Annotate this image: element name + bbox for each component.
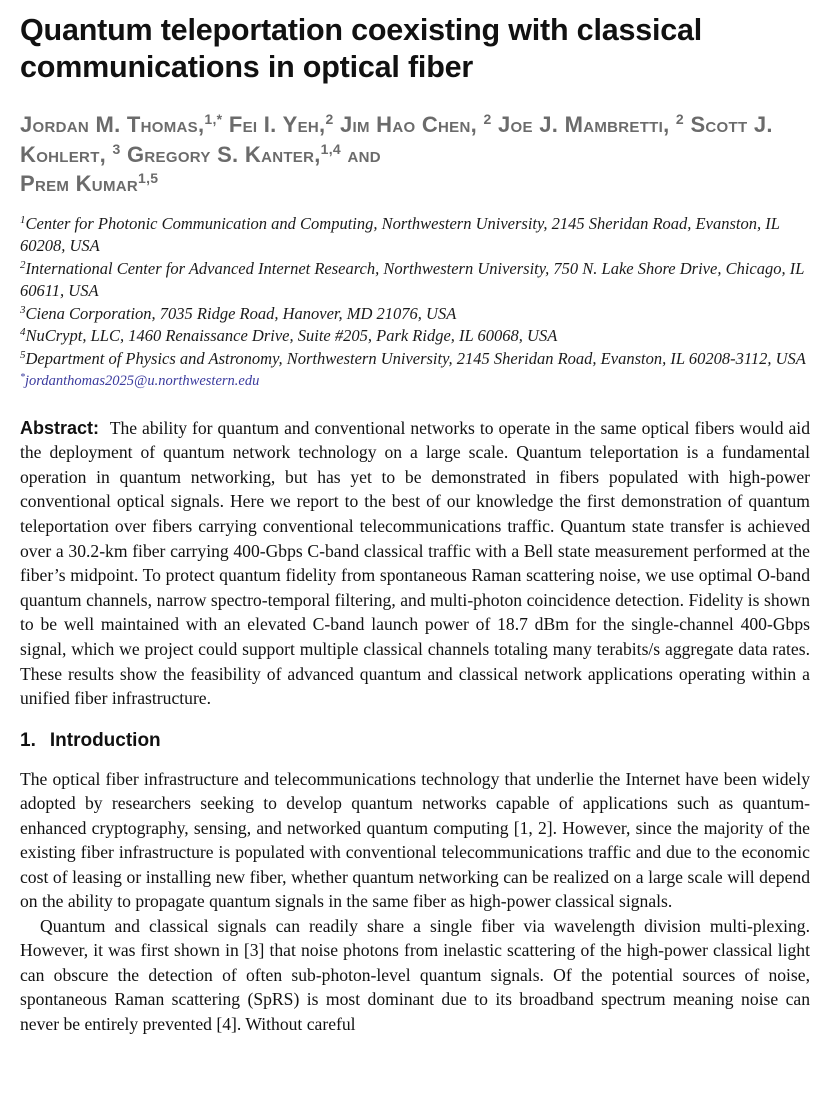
- affiliation-list: [20, 213, 810, 391]
- author-name: Scott J. Kohlert,: [20, 112, 773, 167]
- affiliation-number: 5: [20, 349, 26, 362]
- abstract-text: The ability for quantum and conventional networks to operate in the same optical fibers would aid the deployment of quantum network technology on a large scale. Quantum teleportation is a fundamental operation in quantum networking, but has yet to be demonstrated in fibers populated with high-power conventional optical signals. Here we report to the best of our knowledge the first demonstration of quantum teleportation over fibers carrying conventional telecommunications traffic. Quantum state transfer is achieved over a 30.2-km fiber carrying 400-Gbps C-band classical traffic with a Bell state measurement performed at the fiber’s midpoint. To protect quantum fidelity from spontaneous Raman scattering noise, we use optimal O-band quantum channels, narrow spectro-temporal filtering, and multi-photon coincidence detection. Fidelity is shown to be well maintained with an elevated C-band launch power of 18.7 dBm for the single-channel 400-Gbps signal, which we project could support multiple classical channels totaling many terabits/s aggregate data rates. These results show the feasibility of advanced quantum and classical network applications operating within a unified fiber infrastructure.: [20, 417, 810, 709]
- affiliation: [20, 325, 810, 348]
- paragraph: The optical fiber infrastructure and telecommunications technology that underlie the Internet have been widely adopted by researchers seeking to develop quantum networks capable of applications such as quantum-enhanced cryptography, sensing, and networked quantum computing [1, 2]. However, since the majority of the existing fiber infrastructure is populated with conventional telecommunications traffic and due to the economic cost of leasing or installing new fiber, whether quantum networking can be realized on a large scale will depend on the ability to propagate quantum signals in the same fiber as high-power classical signals.: [20, 768, 810, 912]
- author-name: Prem Kumar: [20, 171, 138, 196]
- affiliation-text: Department of Physics and Astronomy, Northwestern University, 2145 Sheridan Road, Evanston, IL 60208-3112, USA: [25, 349, 806, 369]
- paragraph: Quantum and classical signals can readily share a single fiber via wavelength division multi-plexing. However, it was first shown in [3] that noise photons from inelastic scattering of the high-power classical light can obscure the detection of often sub-photon-level quantum signals. Of the potential sources of noise, spontaneous Raman scattering (SpRS) is most dominant due to its broadband spectrum meaning noise can never be entirely prevented [4]. Without careful: [20, 915, 810, 1034]
- author-name: Fei I. Yeh,: [228, 112, 326, 137]
- abstract-label: Abstract:: [20, 417, 100, 438]
- section-number: 1.: [20, 729, 36, 751]
- author-affil-marker: 1,5: [138, 170, 159, 186]
- author-affil-marker: 3: [112, 140, 121, 157]
- author-name: Joe J. Mambretti,: [497, 112, 670, 137]
- author-list: [20, 110, 810, 199]
- affiliation-text: NuCrypt, LLC, 1460 Renaissance Drive, Suite #205, Park Ridge, IL 60068, USA: [25, 326, 558, 346]
- author-affil-marker: 1,*: [204, 111, 223, 127]
- affiliation-number: 2: [20, 258, 26, 271]
- section-heading: [20, 729, 810, 753]
- affiliation: [20, 258, 810, 303]
- paper-title: Quantum teleportation coexisting with classical communications in optical fiber: [20, 13, 703, 84]
- section-title: Introduction: [49, 729, 161, 751]
- section-body: [20, 767, 810, 1037]
- author-name: Jordan M. Thomas,: [20, 112, 205, 137]
- author-affil-marker: 1,4: [320, 140, 342, 157]
- paper-page: [20, 0, 810, 1036]
- affiliation-text: Ciena Corporation, 7035 Ridge Road, Hanover, MD 21076, USA: [25, 303, 457, 323]
- author-conjunction: and: [347, 141, 381, 167]
- affiliation-number: 4: [20, 326, 26, 339]
- author-name: Gregory S. Kanter,: [127, 141, 321, 167]
- affiliation-text: International Center for Advanced Internet Research, Northwestern University, 750 N. Lake Shore Drive, Chicago, IL 60611, USA: [20, 258, 805, 301]
- abstract: [20, 416, 810, 711]
- email-link[interactable]: jordanthomas2025@u.northwestern.edu: [25, 372, 260, 389]
- author-affil-marker: 2: [483, 111, 492, 127]
- author-name: Jim Hao Chen,: [339, 112, 478, 137]
- email-marker: *: [20, 371, 25, 383]
- author-affil-marker: 2: [675, 111, 685, 127]
- affiliation-number: 1: [20, 213, 26, 226]
- affiliation: [20, 348, 810, 371]
- affiliation-number: 3: [20, 303, 26, 316]
- affiliation: [20, 303, 810, 326]
- affiliation-text: Center for Photonic Communication and Computing, Northwestern University, 2145 Sheridan Road, Evanston, IL 60208, USA: [20, 213, 780, 256]
- affiliation: [20, 213, 810, 258]
- corresponding-email[interactable]: [20, 371, 810, 391]
- author-affil-marker: 2: [325, 111, 334, 127]
